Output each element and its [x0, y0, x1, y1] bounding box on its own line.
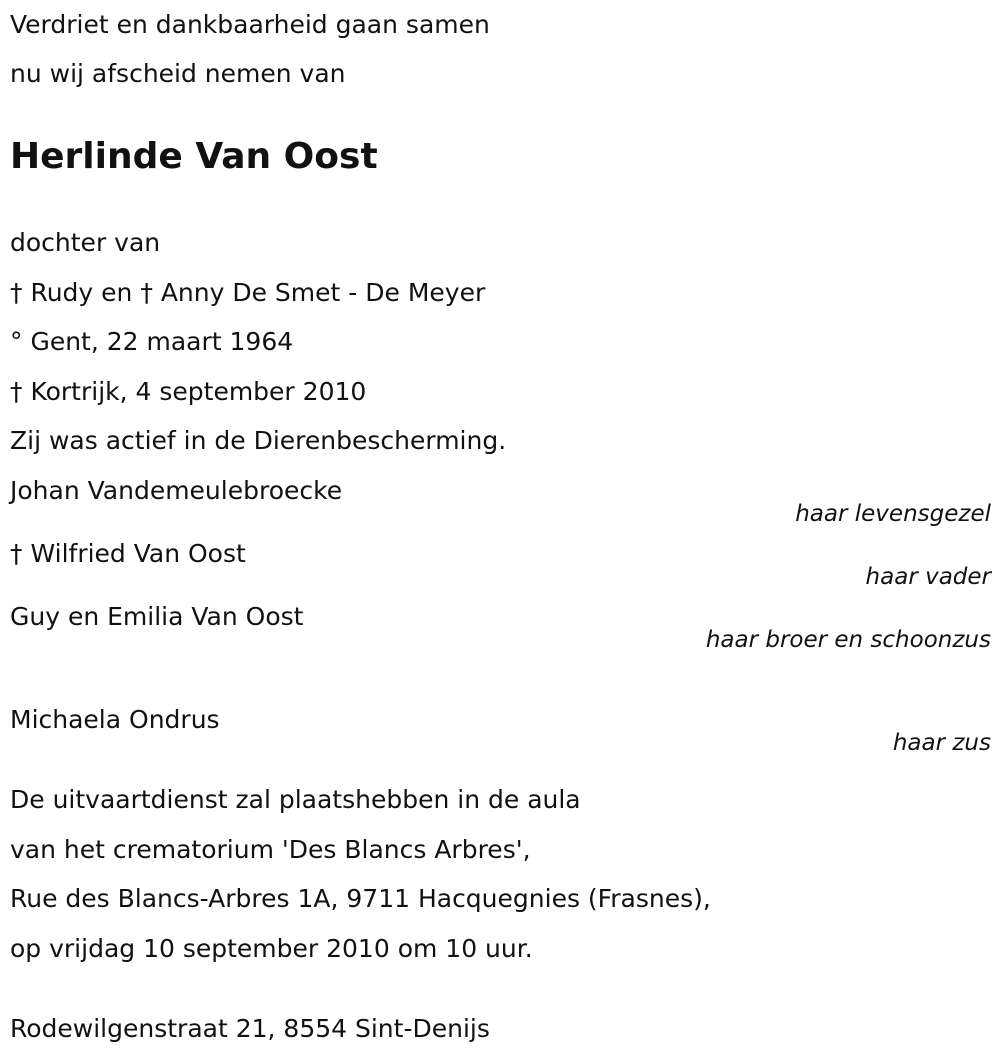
father-full-name: Wilfried Van Oost [30, 539, 246, 568]
family-name-father [10, 539, 246, 569]
family-relation-partner: haar levensgezel [795, 501, 991, 527]
service-line-3: Rue des Blancs-Arbres 1A, 9711 Hacquegnies (Frasnes), [10, 884, 711, 913]
service-line-1: De uitvaartdienst zal plaatshebben in de aula [10, 785, 581, 814]
death-line [10, 377, 366, 407]
mother-name: Anny De Smet - De Meyer [160, 278, 486, 307]
service-line-4: op vrijdag 10 september 2010 om 10 uur. [10, 934, 533, 963]
deceased-name: Herlinde Van Oost [10, 136, 378, 177]
intro-line-2: nu wij afscheid nemen van [10, 59, 346, 88]
family-name-brother: Guy en Emilia Van Oost [10, 602, 304, 631]
family-name-sister: Michaela Ondrus [10, 705, 220, 734]
home-address: Rodewilgenstraat 21, 8554 Sint-Denijs [10, 1014, 490, 1043]
cross-icon: † [10, 278, 23, 307]
intro-line-1: Verdriet en dankbaarheid gaan samen [10, 10, 490, 39]
death-date: Kortrijk, 4 september 2010 [30, 377, 367, 406]
family-relation-brother: haar broer en schoonzus [705, 627, 991, 653]
cross-icon: † [140, 278, 153, 307]
service-line-2: van het crematorium 'Des Blancs Arbres', [10, 835, 531, 864]
parents-connector: en [101, 278, 133, 307]
bio-line: Zij was actief in de Dierenbescherming. [10, 426, 507, 455]
parents-line [10, 278, 485, 308]
parents-intro: dochter van [10, 228, 161, 257]
cross-icon: † [10, 377, 23, 406]
family-name-partner: Johan Vandemeulebroecke [10, 476, 343, 505]
father-name: Rudy [30, 278, 94, 307]
family-relation-sister: haar zus [892, 730, 991, 756]
family-relation-father: haar vader [865, 564, 991, 590]
birth-line: ° Gent, 22 maart 1964 [10, 327, 294, 356]
cross-icon: † [10, 539, 23, 568]
